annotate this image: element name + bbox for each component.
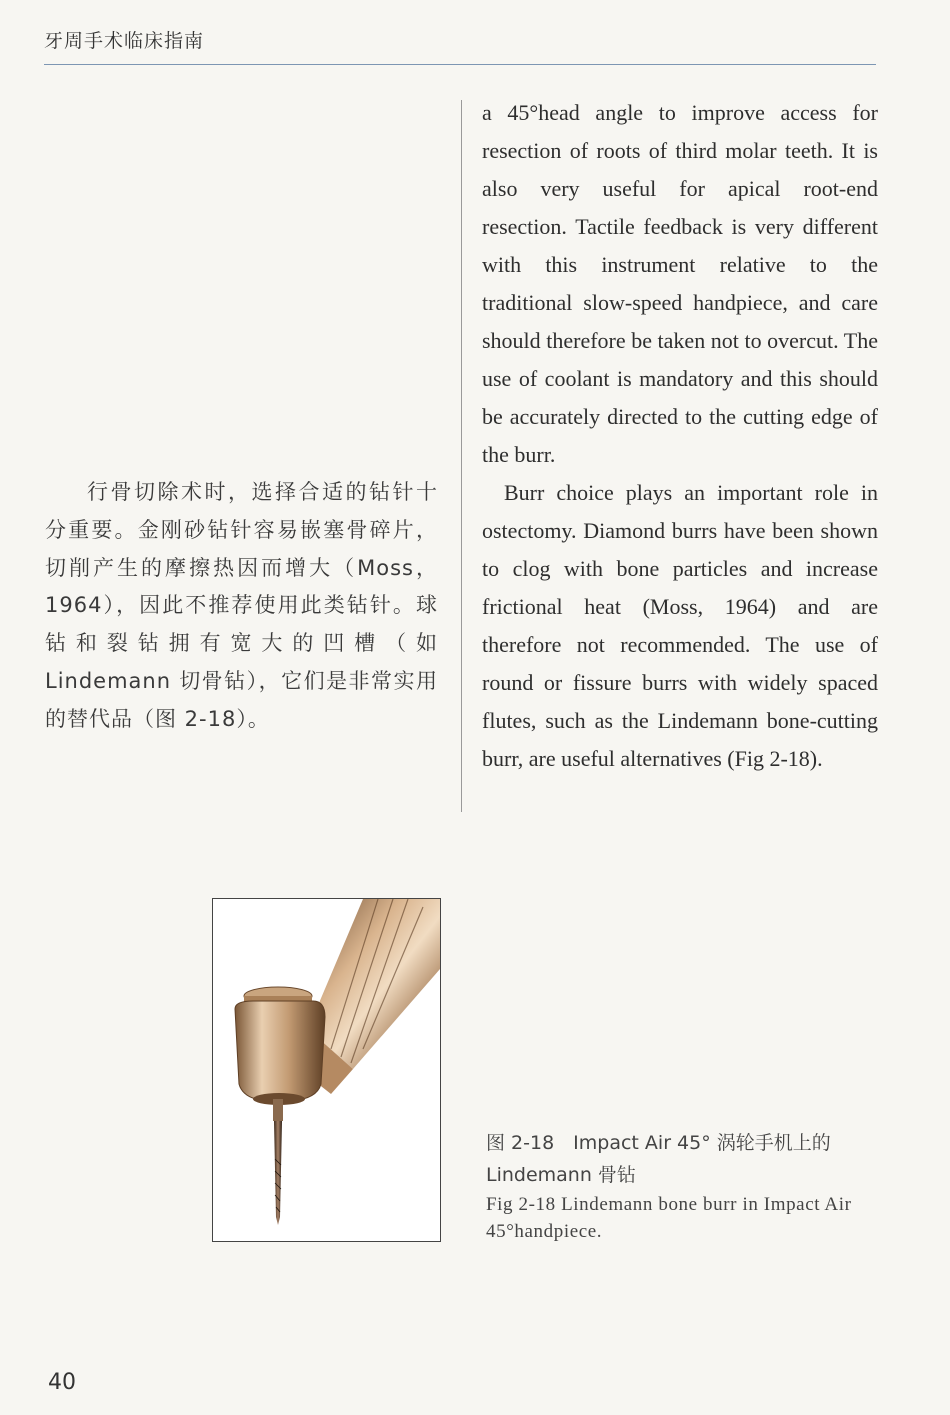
chinese-paragraph: 行骨切除术时，选择合适的钻针十分重要。金刚砂钻针容易嵌塞骨碎片，切削产生的摩擦热因而增大（Moss，1964），因此不推荐使用此类钻针。球钻和裂钻拥有宽大的凹槽（如 Lindemann 切骨钻），它们是非常实用的替代品（图 2-18）。	[45, 480, 438, 731]
page-number: 40	[48, 1370, 76, 1395]
handpiece-illustration	[213, 899, 440, 1241]
figure-handpiece-photo	[212, 898, 441, 1242]
english-paragraph-2: Burr choice plays an important role in ostectomy. Diamond burrs have been shown to clog with bone particles and increase frictional heat (Moss, 1964) and are therefore not recommended. The use of round or fissure burrs with widely spaced flutes, such as the Lindemann bone-cutting burr, are useful alternatives (Fig 2-18).	[482, 480, 878, 771]
column-divider	[461, 100, 462, 812]
english-paragraph-1: a 45°head angle to improve access for resection of roots of third molar teeth. It is also very useful for apical root-end resection. Tactile feedback is very different with this instrument relative to the traditional slow-speed handpiece, and care should therefore be taken not to overcut. The use of coolant is mandatory and this should be accurately directed to the cutting edge of the burr.	[482, 100, 878, 467]
figure-caption-english: Fig 2-18 Lindemann bone burr in Impact Air 45°handpiece.	[486, 1194, 852, 1242]
figure-caption-chinese: 图 2-18 Impact Air 45° 涡轮手机上的 Lindemann 骨钻	[486, 1132, 831, 1186]
english-column	[482, 94, 878, 778]
running-header: 牙周手术临床指南	[44, 30, 205, 52]
header-rule	[44, 64, 876, 65]
